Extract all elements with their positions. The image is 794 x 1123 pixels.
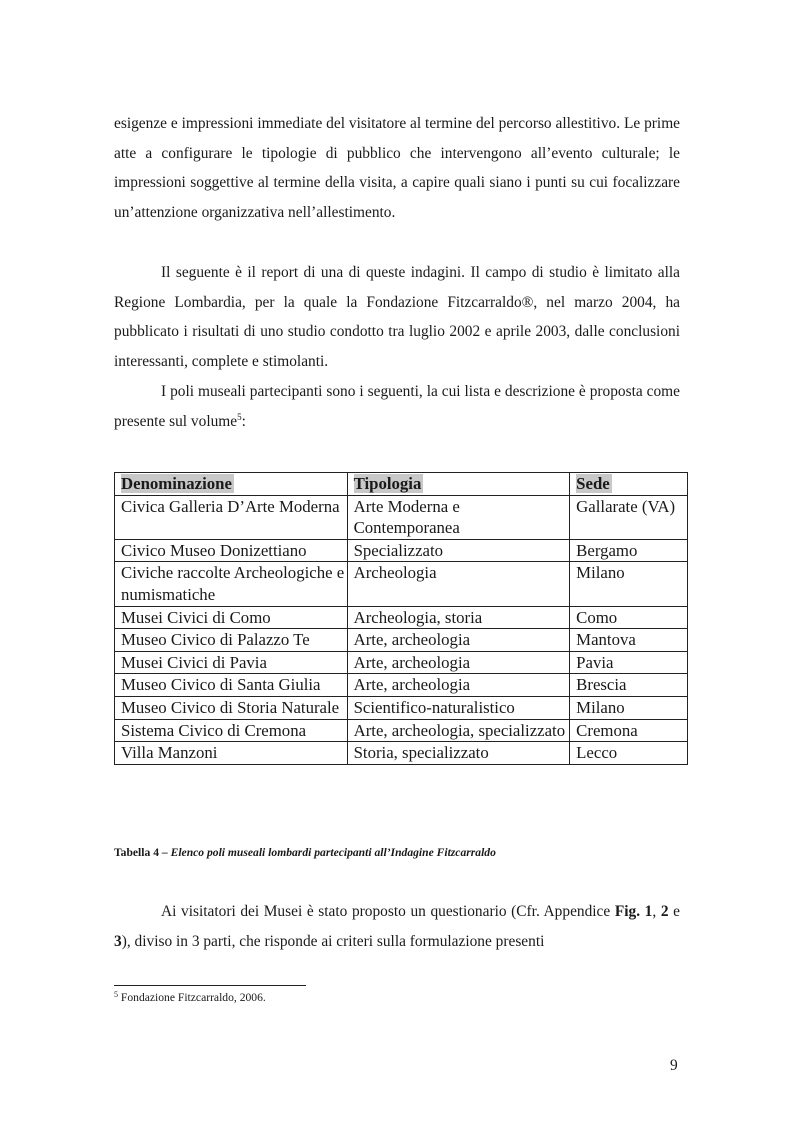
footnote-reference[interactable]: 5 xyxy=(237,411,242,422)
table-row xyxy=(115,606,688,629)
figure-reference-1[interactable]: Fig. 1 xyxy=(614,903,653,920)
paragraph-intro-3-end: : xyxy=(241,412,246,430)
cell-sede: Bergamo xyxy=(570,539,688,562)
table-row xyxy=(115,651,688,674)
paragraph-outro-text-end: ), diviso in 3 parti, che risponde ai criteri sulla formulazione presenti xyxy=(121,932,545,950)
cell-denominazione: Villa Manzoni xyxy=(115,742,348,765)
caption-label: Tabella 4 – xyxy=(114,846,171,859)
cell-denominazione: Civico Museo Donizettiano xyxy=(115,539,348,562)
page-number: 9 xyxy=(670,1057,678,1074)
caption-text: Elenco poli museali lombardi partecipanti all’Indagine Fitzcarraldo xyxy=(170,846,496,859)
figure-reference-2[interactable]: 2 xyxy=(660,903,669,920)
cell-denominazione: Museo Civico di Storia Naturale xyxy=(115,696,348,719)
cell-sede: Milano xyxy=(570,696,688,719)
cell-tipologia: Archeologia, storia xyxy=(347,606,570,629)
table-row xyxy=(115,742,688,765)
cell-denominazione: Museo Civico di Santa Giulia xyxy=(115,674,348,697)
cell-sede: Mantova xyxy=(570,629,688,652)
paragraph-outro xyxy=(114,897,680,956)
cell-denominazione: Sistema Civico di Cremona xyxy=(115,719,348,742)
table-row xyxy=(115,719,688,742)
cell-sede: Brescia xyxy=(570,674,688,697)
cell-denominazione: Museo Civico di Palazzo Te xyxy=(115,629,348,652)
cell-tipologia: Specializzato xyxy=(347,539,570,562)
cell-tipologia: Storia, specializzato xyxy=(347,742,570,765)
paragraph-intro-2: Il seguente è il report di una di queste indagini. Il campo di studio è limitato alla Regione Lombardia, per la quale la Fondazione Fitzcarraldo®, nel marzo 2004, ha pubblicato i risultati di uno studio condotto tra luglio 2002 e aprile 2003, dalle conclusioni interessanti, complete e stimolanti. xyxy=(114,264,680,371)
paragraph-intro-1: esigenze e impressioni immediate del visitatore al termine del percorso allestitivo. Le prime atte a configurare le tipologie di pubblico che intervengono all’evento culturale; le impressioni soggettive al termine della visita, a capire quali siano i punti su cui focalizzare un’attenzione organizzativa nell’allestimento. xyxy=(114,115,680,222)
cell-denominazione: Civica Galleria D’Arte Moderna xyxy=(115,495,348,539)
cell-tipologia: Arte, archeologia xyxy=(347,651,570,674)
cell-denominazione: Musei Civici di Pavia xyxy=(115,651,348,674)
cell-tipologia: Arte, archeologia xyxy=(347,674,570,697)
separator: e xyxy=(668,903,680,920)
table-row xyxy=(115,539,688,562)
cell-sede: Gallarate (VA) xyxy=(570,495,688,539)
header-denominazione: Denominazione xyxy=(115,473,348,496)
table-row xyxy=(115,696,688,719)
cell-tipologia: Arte Moderna e Contemporanea xyxy=(347,495,570,539)
footnote-text: Fondazione Fitzcarraldo, 2006. xyxy=(118,991,266,1004)
separator: , xyxy=(652,903,661,920)
paragraph-intro-3-text: I poli museali partecipanti sono i seguenti, la cui lista e descrizione è proposta come presente sul volume xyxy=(114,383,680,430)
table-row xyxy=(115,562,688,606)
header-sede: Sede xyxy=(570,473,688,496)
cell-tipologia: Arte, archeologia xyxy=(347,629,570,652)
cell-sede: Pavia xyxy=(570,651,688,674)
cell-denominazione: Musei Civici di Como xyxy=(115,606,348,629)
museums-table xyxy=(114,472,688,765)
paragraph-intro-3 xyxy=(114,377,680,436)
table-caption xyxy=(114,846,496,859)
cell-sede: Milano xyxy=(570,562,688,606)
table-row xyxy=(115,674,688,697)
footnote-divider xyxy=(114,985,306,986)
cell-sede: Cremona xyxy=(570,719,688,742)
footnote xyxy=(114,991,266,1004)
table-header-row xyxy=(115,473,688,496)
cell-denominazione: Civiche raccolte Archeologiche e numismatiche xyxy=(115,562,348,606)
figure-reference-3[interactable]: 3 xyxy=(114,932,122,950)
footnote-number: 5 xyxy=(114,990,118,999)
cell-tipologia: Archeologia xyxy=(347,562,570,606)
cell-tipologia: Scientifico-naturalistico xyxy=(347,696,570,719)
cell-sede: Como xyxy=(570,606,688,629)
cell-tipologia: Arte, archeologia, specializzato xyxy=(347,719,570,742)
table-row xyxy=(115,495,688,539)
paragraph-outro-text: Ai visitatori dei Musei è stato proposto un questionario (Cfr. Appendice xyxy=(161,903,615,920)
header-tipologia: Tipologia xyxy=(347,473,570,496)
cell-sede: Lecco xyxy=(570,742,688,765)
table-row xyxy=(115,629,688,652)
